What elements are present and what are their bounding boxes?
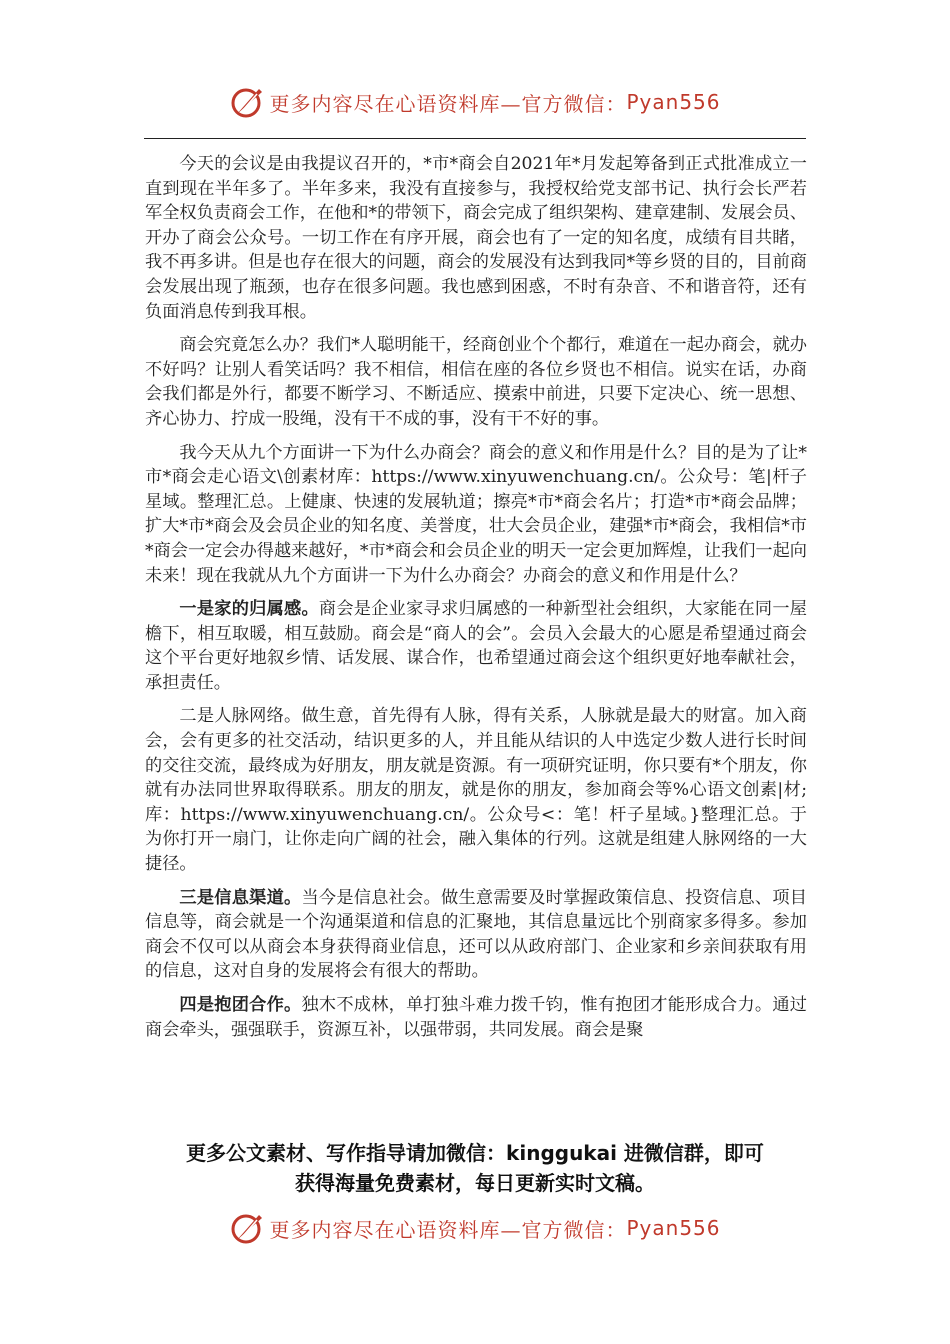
header-brand-text: 更多内容尽在心语资料库—官方微信： <box>269 91 627 116</box>
paragraph-4: 一是家的归属感。商会是企业家寻求归属感的一种新型社会组织，大家能在同一屋檐下，相互取暖，相互鼓励。商会是“商人的会”。会员入会最大的心愿是希望通过商会这个平台更好地叙乡情、话发展、谋合作，也希望通过商会这个组织更好地奉献社会，承担责任。 <box>145 599 807 693</box>
section-heading: 三是信息渠道。 <box>179 887 302 908</box>
paragraph-2: 商会究竟怎么办？我们*人聪明能干，经商创业个个都行，难道在一起办商会，就办不好吗？让别人看笑话吗？我不相信，相信在座的各位乡贤也不相信。说实在话，办商会我们都是外行，都要不断学习、不断适应、摸索中前进，只要下定决心、统一思想、齐心协力、拧成一股绳，没有干不成的事，没有干不好的事。 <box>145 335 807 429</box>
paragraph-7: 四是抱团合作。独木不成林，单打独斗难力拨千钧，惟有抱团才能形成合力。通过商会牵头，强强联手，资源互补，以强带弱，共同发展。商会是聚 <box>145 995 807 1040</box>
header-brand-id: Pyan556 <box>626 90 721 114</box>
quill-logo-icon <box>229 1210 265 1246</box>
footer-brand-id: Pyan556 <box>626 1216 721 1240</box>
paragraph-5: 二是人脉网络。做生意，首先得有人脉，得有关系，人脉就是最大的财富。加入商会，会有更多的社交活动，结识更多的人，并且能从结识的人中选定少数人进行长时间的交往交流，最终成为好朋友，朋友就是资源。有一项研究证明，你只要有*个朋友，你就有办法同世界取得联系。朋友的朋友，就是你的朋友，参加商会等%心语文创素|材;库：https://www.xinyuwenchuang.cn/。公众号<：笔！杆子星域。}整理汇总。于为你打开一扇门，让你走向广阔的社会，融入集体的行列。这就是组建人脉网络的一大捷径。 <box>145 706 807 875</box>
section-heading: 一是家的归属感。 <box>179 599 319 620</box>
paragraph-3: 我今天从九个方面讲一下为什么办商会？商会的意义和作用是什么？目的是为了让*市*商会走心语文\创素材库：https://www.xinyuwenchuang.cn/。公众号：笔|杆子星域。整理汇总。上健康、快速的发展轨道；擦亮*市*商会名片；打造*市*商会品牌；扩大*市*商会及会员企业的知名度、美誉度，壮大会员企业，建强*市*商会，我相信*市*商会一定会办得越来越好，*市*商会和会员企业的明天一定会更加辉煌，让我们一起向未来！现在我就从九个方面讲一下为什么办商会？办商会的意义和作用是什么？ <box>145 442 807 586</box>
promo-line-2: 获得海量免费素材，每日更新实时文稿。 <box>295 1171 655 1195</box>
header-divider <box>144 138 806 139</box>
promo-line-1: 更多公文素材、写作指导请加微信：kinggukai 进微信群，即可 <box>186 1141 764 1165</box>
promo-banner <box>0 1138 950 1198</box>
section-heading: 四是抱团合作。 <box>179 995 302 1015</box>
document-body <box>145 152 807 1051</box>
footer-brand <box>0 1208 950 1248</box>
footer-brand-text: 更多内容尽在心语资料库—官方微信： <box>269 1217 627 1242</box>
quill-logo-icon <box>229 84 265 120</box>
paragraph-6: 三是信息渠道。当今是信息社会。做生意需要及时掌握政策信息、投资信息、项目信息等，商会就是一个沟通渠道和信息的汇聚地，其信息量远比个别商家多得多。参加商会不仅可以从商会本身获得商业信息，还可以从政府部门、企业家和乡亲间获取有用的信息，这对自身的发展将会有很大的帮助。 <box>145 887 807 982</box>
paragraph-1: 今天的会议是由我提议召开的，*市*商会自2021年*月发起筹备到正式批准成立一直到现在半年多了。半年多来，我没有直接参与，我授权给党支部书记、执行会长严若军全权负责商会工作，在他和*的带领下，商会完成了组织架构、建章建制、发展会员、开办了商会公众号。一切工作在有序开展，商会也有了一定的知名度，成绩有目共睹，我不再多讲。但是也存在很大的问题，商会的发展没有达到我同*等乡贤的目的，目前商会发展出现了瓶颈，也存在很多问题。我也感到困惑，不时有杂音、不和谐音符，还有负面消息传到我耳根。 <box>145 154 807 322</box>
header-brand <box>0 82 950 122</box>
